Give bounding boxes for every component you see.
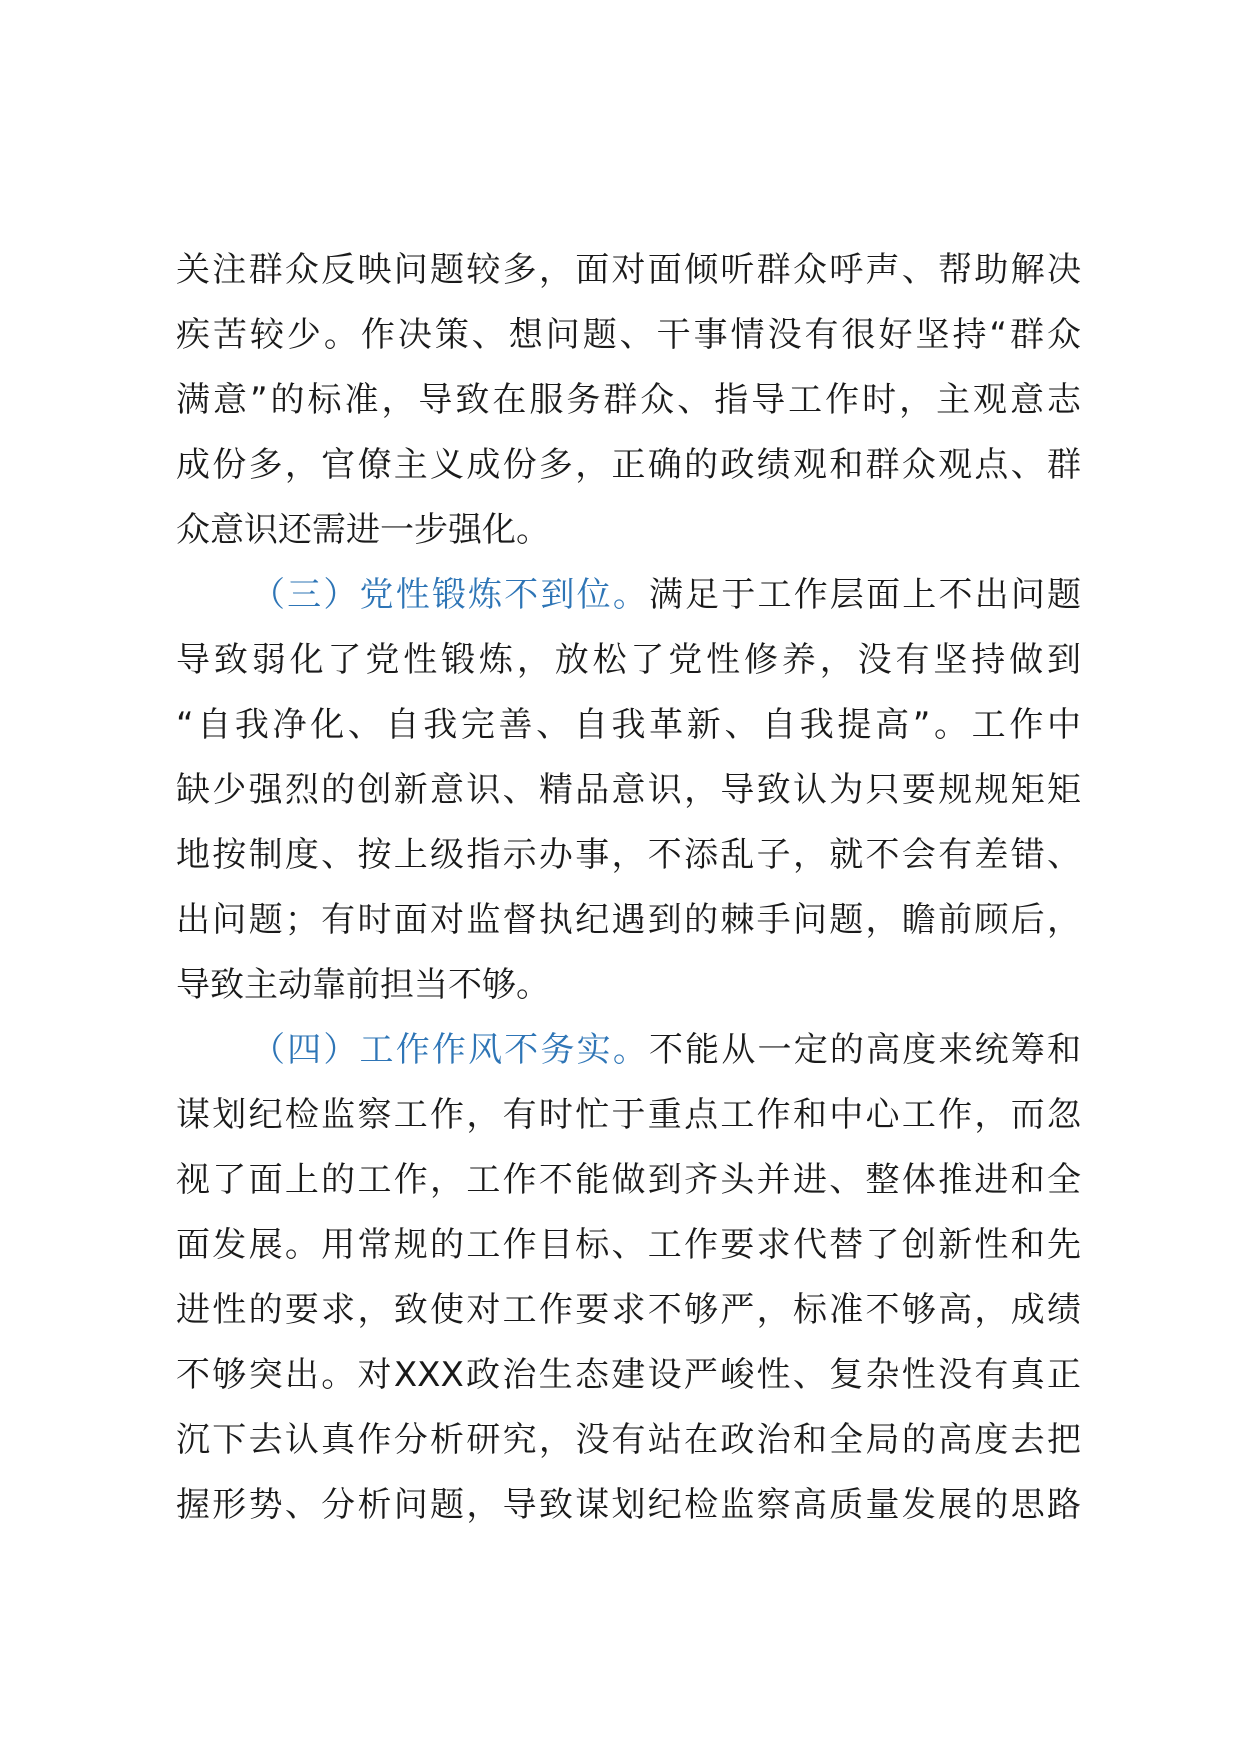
text-line: 地按制度、按上级指示办事，不添乱子，就不会有差错、 [176,835,1081,875]
section-party-spirit [176,563,1081,1018]
text-line: 进性的要求，致使对工作要求不够严，标准不够高，成绩 [176,1290,1081,1330]
text-line: 导致主动靠前担当不够。 [176,965,550,1005]
paragraph-continued [176,238,1081,563]
text-line: 谋划纪检监察工作，有时忙于重点工作和中心工作，而忽 [176,1095,1081,1135]
text-line: 关注群众反映问题较多，面对面倾听群众呼声、帮助解决 [176,250,1081,290]
section-heading: （三）党性锻炼不到位。 [251,575,649,615]
section-first-line [176,1018,1081,1083]
text-line: 面发展。用常规的工作目标、工作要求代替了创新性和先 [176,1225,1081,1265]
text-line: 视了面上的工作，工作不能做到齐头并进、整体推进和全 [176,1160,1081,1200]
text-line: 满意”的标准，导致在服务群众、指导工作时，主观意志 [176,380,1081,420]
text-line: 沉下去认真作分析研究，没有站在政治和全局的高度去把 [176,1420,1081,1460]
text-line: 不够突出。对XXX政治生态建设严峻性、复杂性没有真正 [176,1355,1081,1395]
text-line: 握形势、分析问题，导致谋划纪检监察高质量发展的思路 [176,1485,1081,1525]
section-text: 满足于工作层面上不出问题 [649,575,1081,615]
text-line: 缺少强烈的创新意识、精品意识，导致认为只要规规矩矩 [176,770,1081,810]
section-text: 不能从一定的高度来统筹和 [649,1030,1081,1070]
text-line: 导致弱化了党性锻炼，放松了党性修养，没有坚持做到 [176,640,1081,680]
text-line: 出问题；有时面对监督执纪遇到的棘手问题，瞻前顾后， [176,900,1081,940]
section-work-style [176,1018,1081,1538]
text-line: “自我净化、自我完善、自我革新、自我提高”。工作中 [176,705,1081,745]
text-line: 众意识还需进一步强化。 [176,510,550,550]
text-line: 疾苦较少。作决策、想问题、干事情没有很好坚持“群众 [176,315,1081,355]
section-first-line [176,563,1081,628]
section-heading: （四）工作作风不务实。 [251,1030,649,1070]
text-line: 成份多，官僚主义成份多，正确的政绩观和群众观点、群 [176,445,1081,485]
document-page [176,238,1081,1538]
